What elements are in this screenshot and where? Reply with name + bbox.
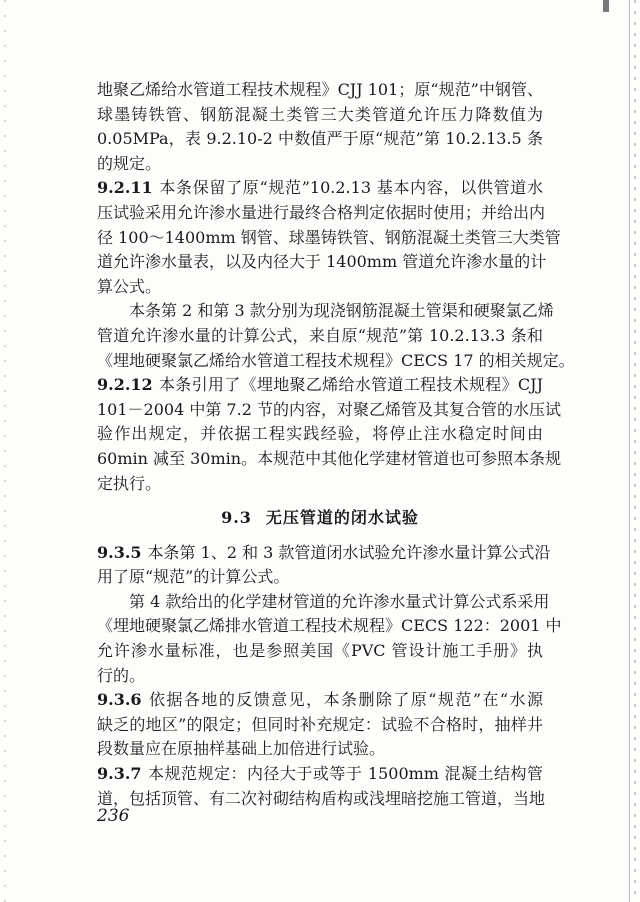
text-line: 101－2004 中第 7.2 节的内容，对聚乙烯管及其复合管的水压试	[97, 399, 561, 419]
page-body	[97, 78, 575, 811]
clause-9-3-6	[97, 688, 543, 762]
text-line: 允许渗水量标准，也是参照美国《PVC 管设计施工手册》执	[97, 641, 543, 661]
text-line	[97, 373, 543, 398]
text-line: 管道允许渗水量的计算公式，来自原“规范”第 10.2.13.3 条和	[97, 325, 543, 345]
text-line: 用了原“规范”的计算公式。	[97, 567, 290, 587]
text-line: 60min 减至 30min。本规范中其他化学建材管道也可参照本条规	[97, 448, 562, 468]
text-line	[97, 762, 543, 787]
text-line: 本条第 2 和第 3 款分别为现浇钢筋混凝土管渠和硬聚氯乙烯	[129, 301, 554, 321]
text-line: 算公式。	[97, 276, 162, 296]
clause-9-3-5	[97, 541, 551, 590]
clause-9-2-12	[97, 373, 562, 496]
page-number: 236	[97, 806, 130, 826]
section-number: 9.3	[221, 508, 252, 528]
clause-text: 本条保留了原“规范”10.2.13 基本内容，以供管道水	[158, 178, 543, 198]
clause-number: 9.3.7	[97, 764, 142, 784]
text-line: 道允许渗水量表，以及内径大于 1400mm 管道允许渗水量的计	[97, 252, 547, 272]
page-edge-right	[629, 0, 630, 902]
paragraph	[97, 78, 543, 176]
text-line: 第 4 款给出的化学建材管道的允许渗水量式计算公式系采用	[129, 591, 550, 611]
page-binding-right	[634, 0, 636, 902]
text-line: 地聚乙烯给水管道工程技术规程》CJJ 101；原“规范”中钢管、	[97, 80, 543, 99]
text-line: 缺乏的地区”的限定；但同时补充规定：试验不合格时，抽样井	[97, 714, 543, 734]
text-line: 定执行。	[97, 473, 162, 493]
text-line: 的规定。	[97, 153, 162, 173]
text-line: 0.05MPa，表 9.2.10-2 中数值严于原“规范”第 10.2.13.5 条	[97, 129, 543, 149]
text-line: 行的。	[97, 665, 146, 685]
section-heading	[97, 506, 543, 531]
section-title: 无压管道的闭水试验	[265, 508, 419, 528]
text-line: 压试验采用允许渗水量进行最终合格判定依据时使用；并给出内	[97, 202, 546, 222]
clause-text: 本条第 1、2 和 3 款管道闭水试验允许渗水量计算公式沿	[147, 542, 551, 562]
paragraph	[97, 299, 575, 373]
text-line: 球墨铸铁管、钢筋混凝土类管三大类管道允许压力降数值为	[97, 104, 543, 124]
text-line: 道，包括顶管、有二次衬砌结构盾构或浅埋暗挖施工管道，当地	[97, 788, 546, 808]
text-line: 《埋地硬聚氯乙烯排水管道工程技术规程》CECS 122：2001 中	[97, 616, 562, 636]
text-line	[97, 688, 543, 713]
text-line: 段数量应在原抽样基础上加倍进行试验。	[97, 739, 386, 759]
clause-9-2-11	[97, 176, 561, 299]
text-line: 径 100～1400mm 钢管、球墨铸铁管、钢筋混凝土类管三大类管	[97, 227, 561, 247]
clause-text: 本条引用了《埋地聚乙烯给水管道工程技术规程》CJJ	[158, 375, 543, 395]
text-line: 验作出规定，并依据工程实践经验，将停止注水稳定时间由	[97, 424, 543, 444]
clause-number: 9.2.12	[97, 375, 153, 395]
text-line: 《埋地硬聚氯乙烯给水管道工程技术规程》CECS 17 的相关规定。	[97, 350, 575, 370]
clause-number: 9.3.5	[97, 542, 142, 562]
clause-text: 依据各地的反馈意见，本条删除了原“规范”在“水源	[147, 690, 543, 710]
clause-9-3-7	[97, 762, 546, 811]
text-line	[97, 541, 551, 566]
paragraph	[97, 590, 562, 688]
text-line	[97, 176, 543, 201]
page-edge-left	[4, 0, 6, 902]
clause-number: 9.3.6	[97, 690, 142, 710]
scan-mark	[603, 0, 609, 12]
clause-text: 本规范规定：内径大于或等于 1500mm 混凝土结构管	[147, 764, 543, 784]
clause-number: 9.2.11	[97, 178, 153, 198]
